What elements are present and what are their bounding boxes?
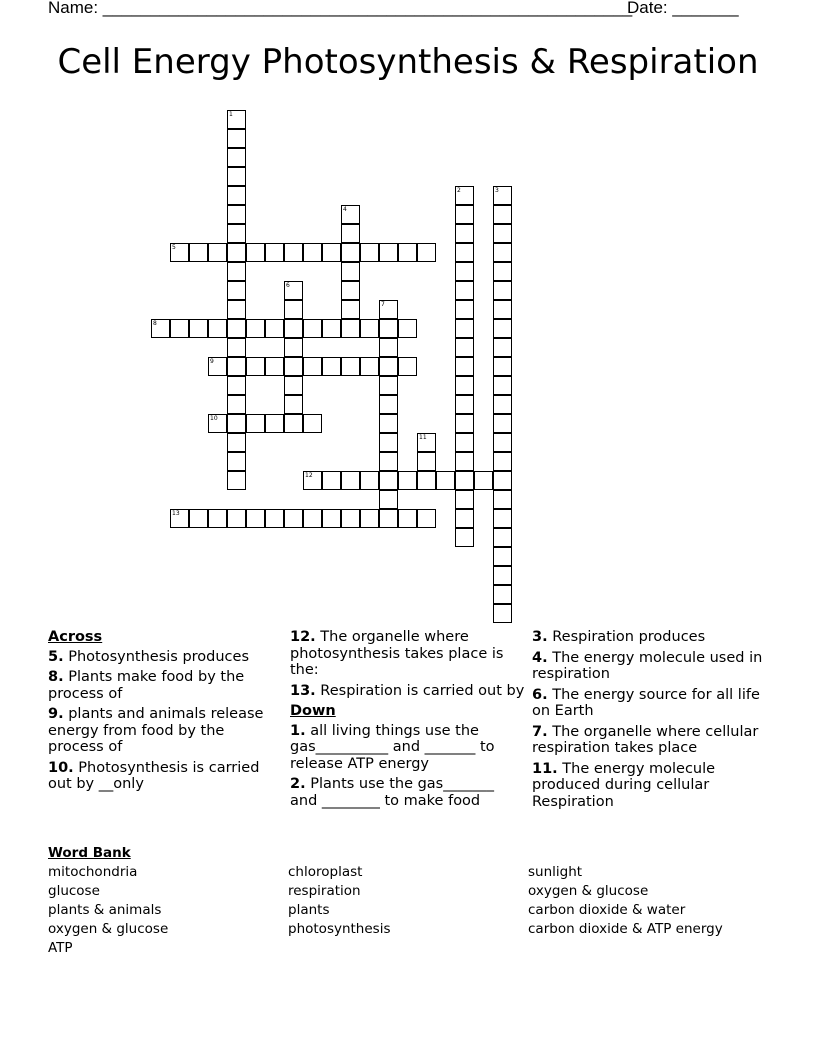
crossword-cell[interactable] [455,528,474,547]
clue-across-13 [290,683,525,700]
crossword-cell[interactable] [227,338,246,357]
crossword-cell[interactable] [455,281,474,300]
clue-number: 3. [532,629,548,645]
crossword-cell[interactable] [455,262,474,281]
crossword-cell[interactable] [227,110,246,129]
clue-text: The organelle where cellular respiration takes place [532,723,759,756]
crossword-cell[interactable] [493,585,512,604]
across-heading: Across [48,629,103,645]
word-bank-item: carbon dioxide & water [528,902,686,918]
crossword-cell[interactable] [455,452,474,471]
crossword-cell[interactable] [322,509,341,528]
crossword-cell[interactable] [208,357,227,376]
crossword-cell[interactable] [493,319,512,338]
clue-number: 11. [532,760,558,777]
crossword-cell[interactable] [493,414,512,433]
crossword-cell[interactable] [455,205,474,224]
crossword-cell[interactable] [379,243,398,262]
crossword-cell[interactable] [474,471,493,490]
cell-number: 4 [343,206,347,213]
word-bank-column-2 [288,863,508,939]
down-heading: Down [290,703,336,719]
crossword-cell[interactable] [436,471,455,490]
cell-number: 10 [210,415,218,422]
crossword-cell[interactable] [170,243,189,262]
clue-text: Photosynthesis is carried out by __only [48,759,260,792]
clue-across-9 [48,706,283,756]
crossword-cell[interactable] [379,452,398,471]
crossword-cell[interactable] [493,186,512,205]
crossword-cell[interactable] [493,490,512,509]
crossword-cell[interactable] [379,471,398,490]
crossword-cell[interactable] [455,224,474,243]
cell-number: 1 [229,111,233,118]
crossword-cell[interactable] [493,376,512,395]
word-bank-title: Word Bank [48,845,131,861]
crossword-cell[interactable] [493,604,512,623]
crossword-cell[interactable] [151,319,170,338]
crossword-cell[interactable] [208,243,227,262]
crossword-cell[interactable] [227,357,246,376]
crossword-cell[interactable] [265,357,284,376]
crossword-cell[interactable] [170,319,189,338]
crossword-cell[interactable] [284,281,303,300]
crossword-cell[interactable] [398,509,417,528]
crossword-cell[interactable] [493,509,512,528]
clue-down-3 [532,629,772,646]
crossword-cell[interactable] [284,300,303,319]
crossword-cell[interactable] [493,281,512,300]
crossword-cell[interactable] [379,490,398,509]
crossword-cell[interactable] [379,414,398,433]
word-bank-item: photosynthesis [288,921,391,937]
name-field-label: Name: ________________________________________________________ [48,0,633,17]
clue-across-10 [48,760,283,793]
clue-down-11 [532,761,772,811]
crossword-cell[interactable] [227,319,246,338]
crossword-cell[interactable] [360,509,379,528]
crossword-cell[interactable] [398,243,417,262]
crossword-cell[interactable] [227,452,246,471]
clue-text: The energy molecule produced during cellular Respiration [532,760,716,810]
crossword-cell[interactable] [227,224,246,243]
crossword-cell[interactable] [455,414,474,433]
crossword-cell[interactable] [379,433,398,452]
crossword-cell[interactable] [493,300,512,319]
clue-number: 4. [532,649,548,666]
word-bank-item: oxygen & glucose [48,921,169,937]
crossword-cell[interactable] [493,262,512,281]
clue-text: The organelle where photosynthesis takes place is the: [290,629,504,678]
crossword-cell[interactable] [360,471,379,490]
crossword-cell[interactable] [284,414,303,433]
crossword-cell[interactable] [455,338,474,357]
crossword-cell[interactable] [227,433,246,452]
word-bank-item: carbon dioxide & ATP energy [528,921,723,937]
crossword-cell[interactable] [227,243,246,262]
crossword-cell[interactable] [322,243,341,262]
crossword-cell[interactable] [379,395,398,414]
crossword-cell[interactable] [379,376,398,395]
word-bank-item: mitochondria [48,864,138,880]
word-bank-item: respiration [288,883,361,899]
word-bank-item: plants & animals [48,902,162,918]
cell-number: 5 [172,244,176,251]
crossword-cell[interactable] [493,566,512,585]
crossword-cell[interactable] [246,509,265,528]
crossword-cell[interactable] [455,300,474,319]
crossword-cell[interactable] [303,243,322,262]
crossword-cell[interactable] [379,300,398,319]
crossword-cell[interactable] [246,414,265,433]
crossword-cell[interactable] [398,319,417,338]
crossword-cell[interactable] [493,224,512,243]
word-bank-item: ATP [48,940,73,956]
clue-text: Respiration is carried out by [320,682,525,699]
clue-number: 6. [532,686,548,703]
crossword-cell[interactable] [341,300,360,319]
crossword-cell[interactable] [360,357,379,376]
crossword-cell[interactable] [208,509,227,528]
crossword-cell[interactable] [398,357,417,376]
clue-text: all living things use the gas__________ and _______ to release ATP energy [290,722,495,772]
crossword-cell[interactable] [417,471,436,490]
clue-text: Plants make food by the process of [48,669,245,702]
clue-text: Respiration produces [552,629,706,645]
clue-text: Plants use the gas_______ and ________ to make food [290,776,494,809]
crossword-cell[interactable] [284,338,303,357]
clue-down-6 [532,687,772,720]
crossword-cell[interactable] [455,490,474,509]
crossword-cell[interactable] [455,376,474,395]
word-bank-item: sunlight [528,864,583,880]
crossword-cell[interactable] [493,547,512,566]
crossword-cell[interactable] [170,509,189,528]
clue-number: 12. [290,629,316,645]
crossword-cell[interactable] [189,319,208,338]
crossword-cell[interactable] [227,167,246,186]
crossword-cell[interactable] [455,433,474,452]
crossword-cell[interactable] [493,205,512,224]
word-bank-item: oxygen & glucose [528,883,649,899]
crossword-cell[interactable] [341,205,360,224]
clue-text: The energy molecule used in respiration [532,649,763,682]
crossword-cell[interactable] [227,471,246,490]
crossword-cell[interactable] [227,300,246,319]
crossword-cell[interactable] [227,205,246,224]
clue-number: 13. [290,682,316,699]
crossword-cell[interactable] [341,471,360,490]
crossword-cell[interactable] [227,281,246,300]
crossword-cell[interactable] [493,357,512,376]
crossword-cell[interactable] [360,243,379,262]
crossword-cell[interactable] [493,243,512,262]
crossword-cell[interactable] [493,452,512,471]
cell-number: 11 [419,434,427,441]
crossword-cell[interactable] [227,186,246,205]
cell-number: 13 [172,510,180,517]
clue-across-8 [48,669,283,702]
clues-column-3 [532,629,772,814]
crossword-cell[interactable] [227,129,246,148]
crossword-cell[interactable] [379,357,398,376]
crossword-cell[interactable] [493,338,512,357]
crossword-cell[interactable] [284,243,303,262]
clue-text: The energy source for all life on Earth [532,686,760,719]
clue-across-12 [290,629,525,679]
clue-number: 7. [532,723,548,740]
crossword-cell[interactable] [417,243,436,262]
crossword-cell[interactable] [265,319,284,338]
clue-text: Photosynthesis produces [68,648,250,665]
crossword-cell[interactable] [493,395,512,414]
crossword-cell[interactable] [303,509,322,528]
word-bank-column-1 [48,863,268,958]
word-bank-column-3 [528,863,748,939]
crossword-cell[interactable] [341,243,360,262]
cell-number: 6 [286,282,290,289]
crossword-cell[interactable] [379,509,398,528]
crossword-cell[interactable] [493,471,512,490]
word-bank-item: plants [288,902,330,918]
crossword-cell[interactable] [341,357,360,376]
clue-number: 9. [48,706,64,722]
clue-across-5 [48,649,283,666]
crossword-cell[interactable] [379,319,398,338]
clue-down-4 [532,650,772,683]
clue-text: plants and animals release energy from food by the process of [48,706,264,755]
crossword-cell[interactable] [455,509,474,528]
crossword-cell[interactable] [455,319,474,338]
crossword-cell[interactable] [455,243,474,262]
clue-down-2 [290,776,525,809]
crossword-cell[interactable] [208,414,227,433]
crossword-cell[interactable] [227,376,246,395]
crossword-cell[interactable] [341,281,360,300]
crossword-cell[interactable] [246,319,265,338]
word-bank [48,844,768,956]
crossword-cell[interactable] [322,319,341,338]
crossword-cell[interactable] [284,509,303,528]
crossword-cell[interactable] [398,471,417,490]
crossword-cell[interactable] [265,243,284,262]
cell-number: 9 [210,358,214,365]
crossword-cell[interactable] [341,319,360,338]
page-title: Cell Energy Photosynthesis & Respiration [57,42,759,82]
crossword-cell[interactable] [493,528,512,547]
crossword-cell[interactable] [455,186,474,205]
clue-number: 1. [290,722,306,739]
crossword-cell[interactable] [284,395,303,414]
cell-number: 8 [153,320,157,327]
crossword-cell[interactable] [493,433,512,452]
crossword-cell[interactable] [284,376,303,395]
crossword-cell[interactable] [246,357,265,376]
crossword-cell[interactable] [379,338,398,357]
crossword-cell[interactable] [303,319,322,338]
crossword-cell[interactable] [341,262,360,281]
crossword-cell[interactable] [322,471,341,490]
crossword-cell[interactable] [284,357,303,376]
crossword-cell[interactable] [208,319,227,338]
cell-number: 2 [457,187,461,194]
clue-number: 2. [290,776,306,792]
crossword-cell[interactable] [265,414,284,433]
crossword-cell[interactable] [227,509,246,528]
crossword-cell[interactable] [455,471,474,490]
word-bank-item: chloroplast [288,864,363,880]
crossword-cell[interactable] [417,433,436,452]
cell-number: 3 [495,187,499,194]
crossword-cell[interactable] [341,224,360,243]
crossword-cell[interactable] [227,262,246,281]
date-field-label: Date: _______ [627,0,739,17]
crossword-cell[interactable] [284,319,303,338]
crossword-cell[interactable] [227,395,246,414]
clues-column-1 [48,629,283,797]
crossword-cell[interactable] [303,357,322,376]
crossword-cell[interactable] [455,395,474,414]
clue-number: 8. [48,669,64,685]
crossword-cell[interactable] [341,509,360,528]
crossword-cell[interactable] [322,357,341,376]
crossword-cell[interactable] [360,319,379,338]
crossword-cell[interactable] [246,243,265,262]
cell-number: 7 [381,301,385,308]
crossword-cell[interactable] [227,148,246,167]
crossword-cell[interactable] [189,509,208,528]
clue-number: 5. [48,648,64,665]
crossword-cell[interactable] [417,452,436,471]
crossword-cell[interactable] [189,243,208,262]
crossword-cell[interactable] [303,471,322,490]
clue-down-1 [290,723,525,773]
word-bank-item: glucose [48,883,100,899]
crossword-cell[interactable] [417,509,436,528]
crossword-cell[interactable] [227,414,246,433]
crossword-cell[interactable] [265,509,284,528]
clue-number: 10. [48,759,74,776]
clues-column-2 [290,629,525,813]
clue-down-7 [532,724,772,757]
crossword-cell[interactable] [303,414,322,433]
crossword-cell[interactable] [455,357,474,376]
cell-number: 12 [305,472,313,479]
